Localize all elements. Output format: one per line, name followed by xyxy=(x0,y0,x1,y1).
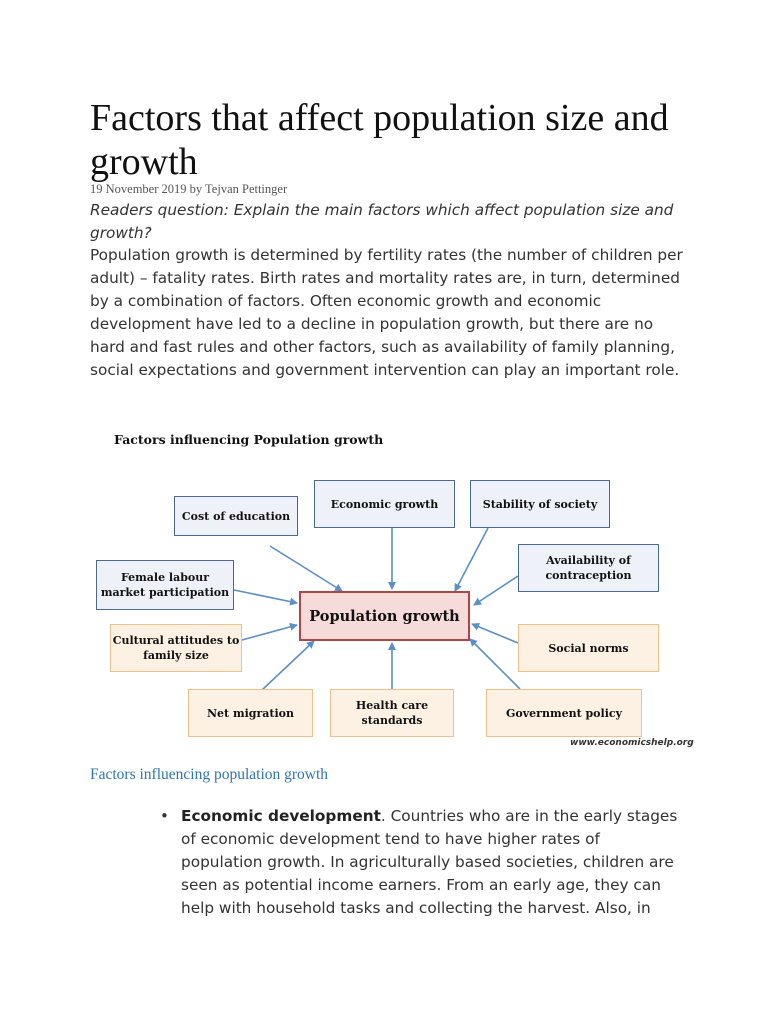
arrow-government xyxy=(470,639,520,689)
factor-cost-of-education: Cost of education xyxy=(174,496,298,536)
arrow-net-migration xyxy=(262,641,314,690)
readers-question: Readers question: Explain the main factors which affect population size and growth? xyxy=(90,201,674,242)
article-byline: 19 November 2019 by Tejvan Pettinger xyxy=(90,182,288,196)
diagram-credit: www.economicshelp.org xyxy=(570,738,694,748)
center-population-growth: Population growth xyxy=(299,591,470,641)
factor-stability-of-society: Stability of society xyxy=(470,480,610,528)
list-item xyxy=(160,805,680,920)
section-heading: Factors influencing population growth xyxy=(90,766,329,783)
factor-cultural-attitudes: Cultural attitudes to family size xyxy=(110,624,242,672)
list-item-bold: Economic development xyxy=(181,807,381,825)
arrow-stability xyxy=(455,528,488,591)
arrow-social-norms xyxy=(472,624,518,643)
factor-female-labour: Female labour market participation xyxy=(96,560,234,610)
factor-health-care: Health care standards xyxy=(330,689,454,737)
factor-social-norms: Social norms xyxy=(518,624,659,672)
arrow-cultural xyxy=(242,625,297,640)
factor-contraception: Availability of contraception xyxy=(518,544,659,592)
factor-economic-growth: Economic growth xyxy=(314,480,455,528)
arrow-contraception xyxy=(474,576,518,605)
arrow-female-labour xyxy=(234,590,297,603)
factor-government-policy: Government policy xyxy=(486,689,642,737)
factors-list xyxy=(160,805,680,920)
arrow-cost-of-education xyxy=(270,546,342,591)
factor-net-migration: Net migration xyxy=(188,689,313,737)
intro-paragraph: Population growth is determined by fertility rates (the number of children per adult) – fatality rates. Birth rates and mortality rates are, in turn, determined by a combination of factors. Often economic growth and economic development have led to a decline in population growth, but there are no hard and fast rules and other factors, such as availability of family planning, social expectations and government intervention can play an important role. xyxy=(90,246,683,379)
bullet-icon: • xyxy=(160,807,169,825)
diagram-title: Factors influencing Population growth xyxy=(114,432,384,447)
list-item-text: . Countries who are in the early stages of economic development tend to have higher rates of population growth. In agriculturally based societies, children are seen as potential income earners. From an early age, they can help with household tasks and collecting the harvest. Also, in xyxy=(181,807,678,917)
article-title: Factors that affect population size and growth xyxy=(90,97,669,183)
